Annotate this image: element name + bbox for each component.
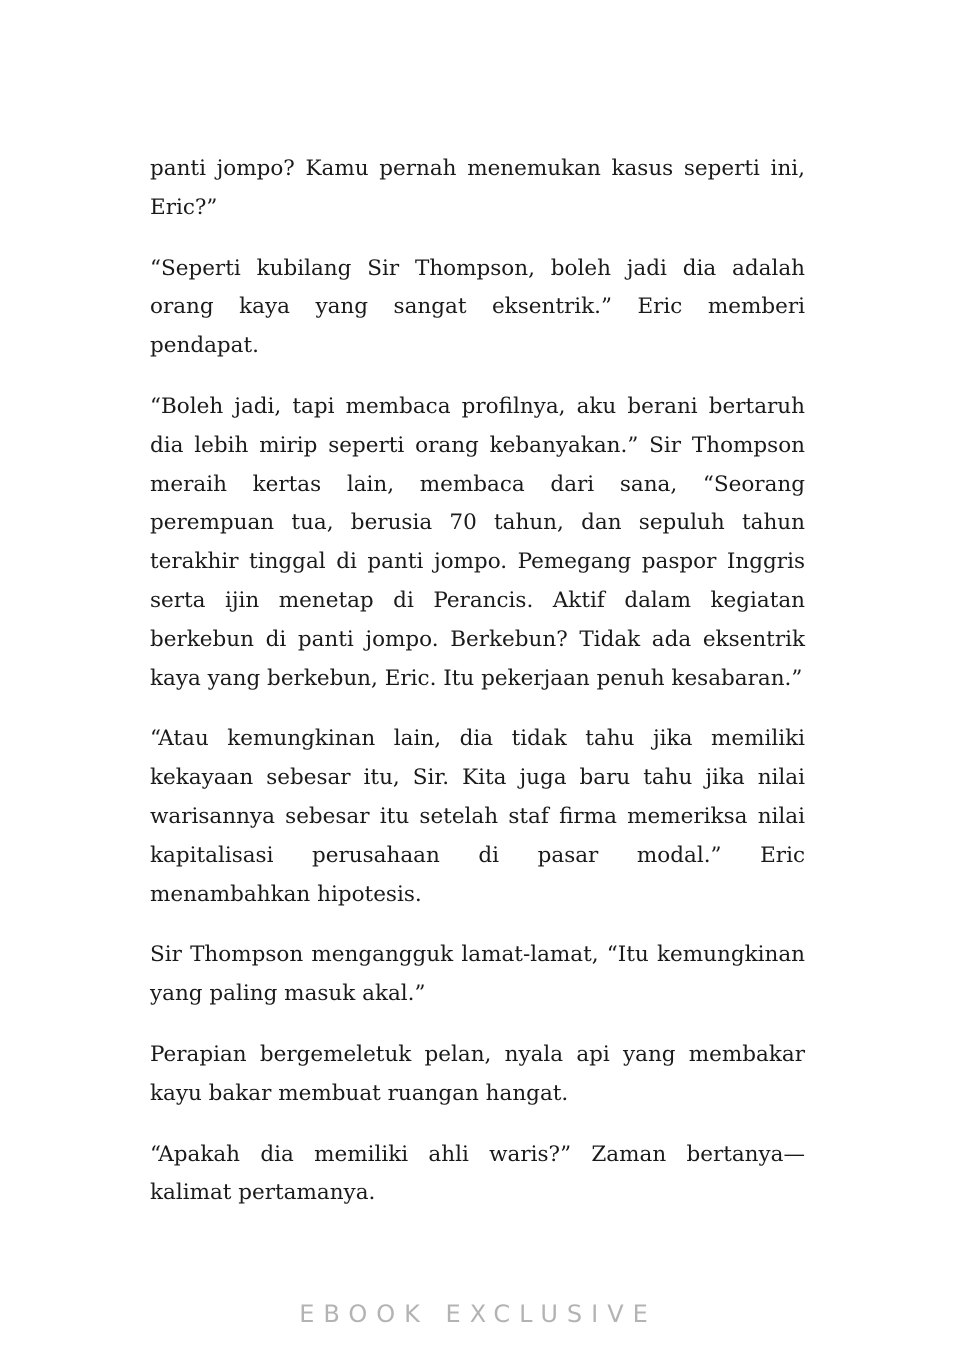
paragraph-2: “Seperti kubilang Sir Thompson, boleh jadi dia adalah orang kaya yang sangat eksentrik.” Eric memberi pendapat.: [150, 255, 805, 359]
paragraph-7: “Apakah dia memiliki ahli waris?” Zaman bertanya—kalimat pertamanya.: [150, 1141, 805, 1206]
footer-watermark: EBOOK EXCLUSIVE: [299, 1300, 657, 1328]
paragraph-4: “Atau kemungkinan lain, dia tidak tahu jika memiliki kekayaan sebesar itu, Sir. Kita juga baru tahu jika nilai warisannya sebesar itu setelah staf firma memeriksa nilai kapitalisasi perusahaan di pasar modal.” Eric menambahkan hipotesis.: [150, 726, 805, 907]
paragraph-1: panti jompo? Kamu pernah menemukan kasus seperti ini, Eric?”: [150, 156, 805, 220]
paragraph-6: Perapian bergemeletuk pelan, nyala api yang membakar kayu bakar membuat ruangan hangat.: [150, 1041, 805, 1106]
page-body: [150, 150, 805, 1235]
paragraph-3: “Boleh jadi, tapi membaca profilnya, aku berani bertaruh dia lebih mirip seperti orang kebanyakan.” Sir Thompson meraih kertas lain, membaca dari sana, “Seorang perempuan tua, berusia 70 tahun, dan sepuluh tahun terakhir tinggal di panti jompo. Pemegang paspor Inggris serta ijin menetap di Perancis. Aktif dalam kegiatan berkebun di panti jompo. Berkebun? Tidak ada eksentrik kaya yang berkebun, Eric. Itu pekerjaan penuh kesabaran.”: [150, 393, 805, 691]
paragraph-5: Sir Thompson mengangguk lamat-lamat, “Itu kemungkinan yang paling masuk akal.”: [150, 942, 805, 1007]
